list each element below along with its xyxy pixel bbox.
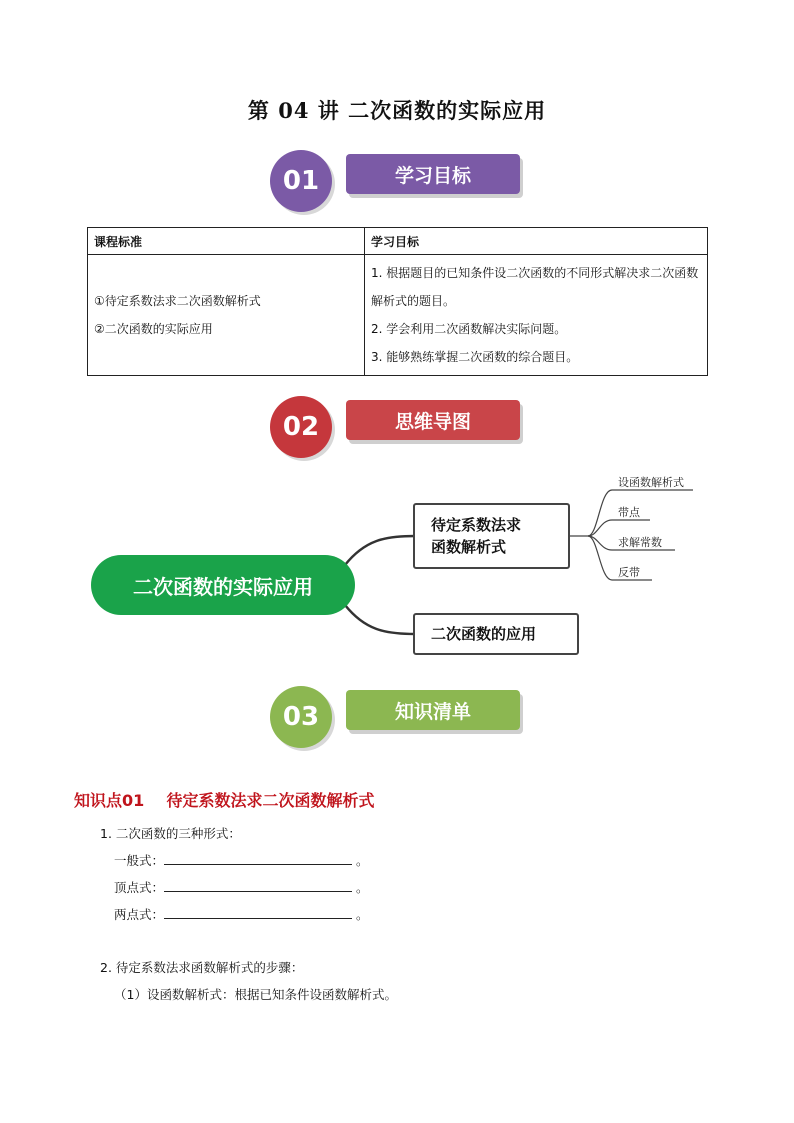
goals-table xyxy=(87,227,708,376)
table-header-target: 学习目标 xyxy=(365,228,708,255)
mind-map-leaf: 带点 xyxy=(618,506,640,519)
section-header-01 xyxy=(270,150,530,212)
standard-item: ①待定系数法求二次函数解析式 xyxy=(94,294,261,308)
form-label: 顶点式： xyxy=(114,880,165,895)
table-header-standard: 课程标准 xyxy=(88,228,365,255)
section-header-03 xyxy=(270,686,530,748)
fill-blank xyxy=(164,852,352,865)
form-end: 。 xyxy=(356,907,369,922)
section-label: 学习目标 xyxy=(346,154,520,194)
mind-map-branch-parameters xyxy=(413,503,570,569)
mind-map-branch-application: 二次函数的应用 xyxy=(413,613,579,655)
mind-map-root: 二次函数的实际应用 xyxy=(91,555,355,615)
step-1: （1）设函数解析式：根据已知条件设函数解析式。 xyxy=(114,987,397,1002)
section-number-badge: 03 xyxy=(270,686,332,748)
standard-item: ②二次函数的实际应用 xyxy=(94,322,213,336)
page-title: 第 04 讲 二次函数的实际应用 xyxy=(247,98,547,123)
section-label: 思维导图 xyxy=(346,400,520,440)
knowledge-point-title: 知识点01 待定系数法求二次函数解析式 xyxy=(74,791,375,810)
section-header-02 xyxy=(270,396,530,458)
mind-map-leaf: 反带 xyxy=(618,566,640,579)
branch-label-line: 待定系数法求 xyxy=(431,516,522,534)
standards-cell xyxy=(88,255,365,376)
mind-map xyxy=(0,470,794,670)
target-item: 3. 能够熟练掌握二次函数的综合题目。 xyxy=(371,350,579,364)
branch-label-line: 函数解析式 xyxy=(431,538,507,556)
item-1-heading: 1. 二次函数的三种形式： xyxy=(100,826,241,841)
target-item: 1. 根据题目的已知条件设二次函数的不同形式解决求二次函数解析式的题目。 xyxy=(371,266,699,308)
form-end: 。 xyxy=(356,853,369,868)
form-intercept-row xyxy=(114,905,369,923)
form-label: 一般式： xyxy=(114,853,165,868)
target-item: 2. 学会利用二次函数解决实际问题。 xyxy=(371,322,567,336)
form-vertex-row xyxy=(114,878,369,896)
section-number-badge: 02 xyxy=(270,396,332,458)
targets-cell xyxy=(365,255,708,376)
section-number-badge: 01 xyxy=(270,150,332,212)
mind-map-leaf: 设函数解析式 xyxy=(618,476,684,489)
mind-map-leaf: 求解常数 xyxy=(618,536,662,549)
form-general-row xyxy=(114,851,369,869)
fill-blank xyxy=(164,879,352,892)
fill-blank xyxy=(164,906,352,919)
form-end: 。 xyxy=(356,880,369,895)
form-label: 两点式： xyxy=(114,907,165,922)
section-label: 知识清单 xyxy=(346,690,520,730)
item-2-heading: 2. 待定系数法求函数解析式的步骤： xyxy=(100,960,304,975)
